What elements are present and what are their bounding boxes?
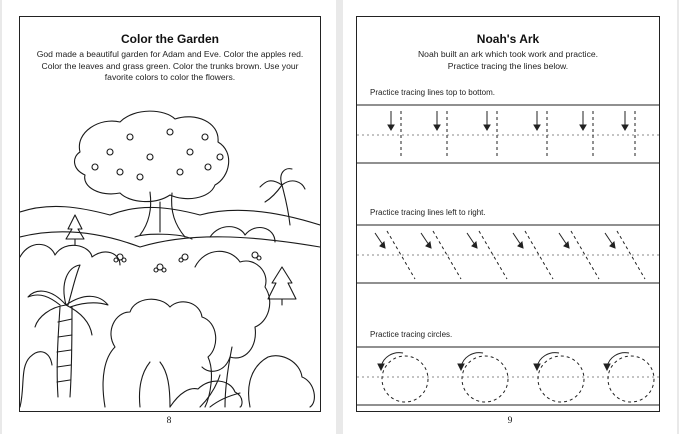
vertical-trace-line — [388, 111, 401, 159]
vertical-tracing-row — [357, 101, 659, 167]
garden-illustration — [20, 107, 320, 409]
apple-tree — [75, 111, 229, 239]
vertical-trace-line — [534, 111, 547, 159]
pine-tree — [66, 215, 84, 245]
forest — [20, 251, 314, 407]
page-title: Noah's Ark — [476, 32, 540, 46]
page-number: 9 — [507, 416, 513, 426]
practice-label-circles: Practice tracing circles. — [370, 330, 453, 339]
left-page — [2, 0, 336, 434]
practice-label-diagonal: Practice tracing lines left to right. — [370, 208, 486, 217]
page-instructions: God made a beautiful garden for Adam and Eve. Color the apples red. Color the leaves and grass green. Color the trunks brown. Use your favorite colors to color the flowers. — [36, 49, 304, 82]
diagonal-tracing-row — [357, 221, 659, 287]
right-page — [343, 0, 677, 434]
circle-tracing-row — [357, 343, 659, 409]
left-page-frame — [19, 16, 321, 412]
vertical-trace-line — [484, 111, 497, 159]
flowers — [114, 252, 261, 272]
page-instructions: Noah built an ark which took work and practice. Practice tracing the lines below. — [417, 49, 599, 71]
right-page-frame — [356, 16, 660, 412]
vertical-trace-line — [434, 111, 447, 159]
hills — [20, 206, 320, 225]
bushes — [20, 244, 120, 265]
palm-tree — [28, 265, 108, 397]
practice-label-vertical: Practice tracing lines top to bottom. — [370, 88, 495, 97]
small-palm — [260, 169, 305, 225]
page-number: 8 — [166, 416, 172, 426]
pine-tree — [268, 267, 296, 305]
page-title: Color the Garden — [120, 32, 219, 46]
vertical-trace-line — [580, 111, 593, 159]
